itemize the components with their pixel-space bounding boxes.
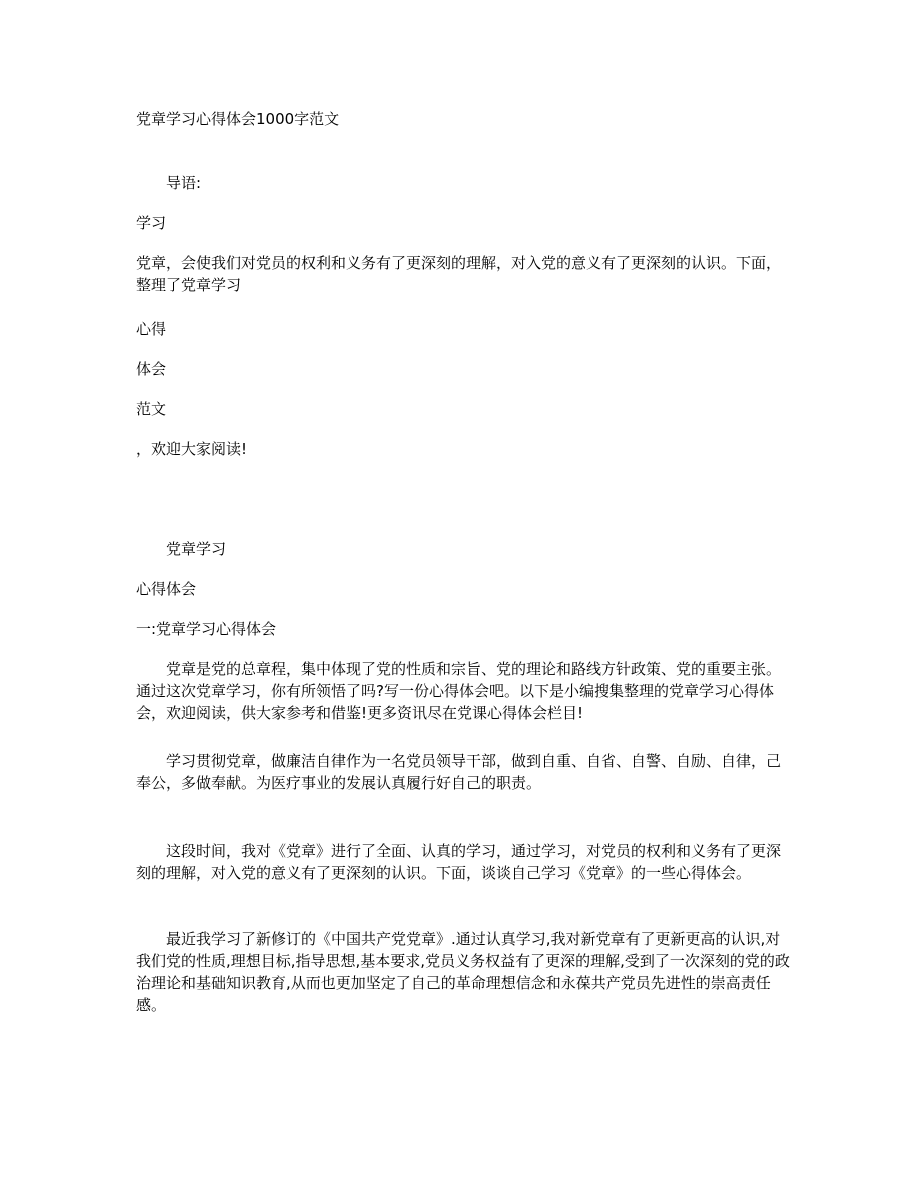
- section-heading-one: 一:党章学习心得体会: [136, 620, 277, 638]
- body-paragraph: 学习贯彻党章，做廉洁自律作为一名党员领导干部，做到自重、自省、自警、自励、自律，己奉公，多做奉献。为医疗事业的发展认真履行好自己的职责。: [136, 752, 782, 792]
- intro-word-sample: 范文: [136, 400, 167, 418]
- document-title: 党章学习心得体会1000字范文: [136, 110, 340, 128]
- intro-body: 党章，会使我们对党员的权利和义务有了更深刻的理解，对入党的意义有了更深刻的认识。下面，整理了党章学习: [136, 254, 782, 294]
- body-paragraph: 这段时间，我对《党章》进行了全面、认真的学习，通过学习，对党员的权利和义务有了更深刻的理解，对入党的意义有了更深刻的认识。下面，谈谈自己学习《党章》的一些心得体会。: [136, 842, 782, 882]
- intro-word-experience: 体会: [136, 360, 167, 378]
- intro-word-insight: 心得: [136, 320, 167, 338]
- body-paragraph: 最近我学习了新修订的《中国共产党党章》.通过认真学习,我对新党章有了更新更高的认识,对我们党的性质,理想目标,指导思想,基本要求,党员义务权益有了更深的理解,受到了一次深刻的党的政治理论和基础知识教育,从而也更加坚定了自己的革命理想信念和永葆共产党员先进性的崇高责任感。: [136, 930, 790, 1014]
- intro-closing: ，欢迎大家阅读!: [136, 440, 248, 458]
- intro-word-study: 学习: [136, 214, 167, 232]
- body-paragraph: 党章是党的总章程，集中体现了党的性质和宗旨、党的理论和路线方针政策、党的重要主张。通过这次党章学习，你有所领悟了吗?写一份心得体会吧。以下是小编搜集整理的党章学习心得体会，欢迎阅读，供大家参考和借鉴!更多资讯尽在党课心得体会栏目!: [136, 660, 782, 722]
- intro-heading: 导语:: [136, 174, 202, 192]
- section-heading-party-study: 党章学习: [136, 540, 227, 558]
- section-heading-insights: 心得体会: [136, 580, 197, 598]
